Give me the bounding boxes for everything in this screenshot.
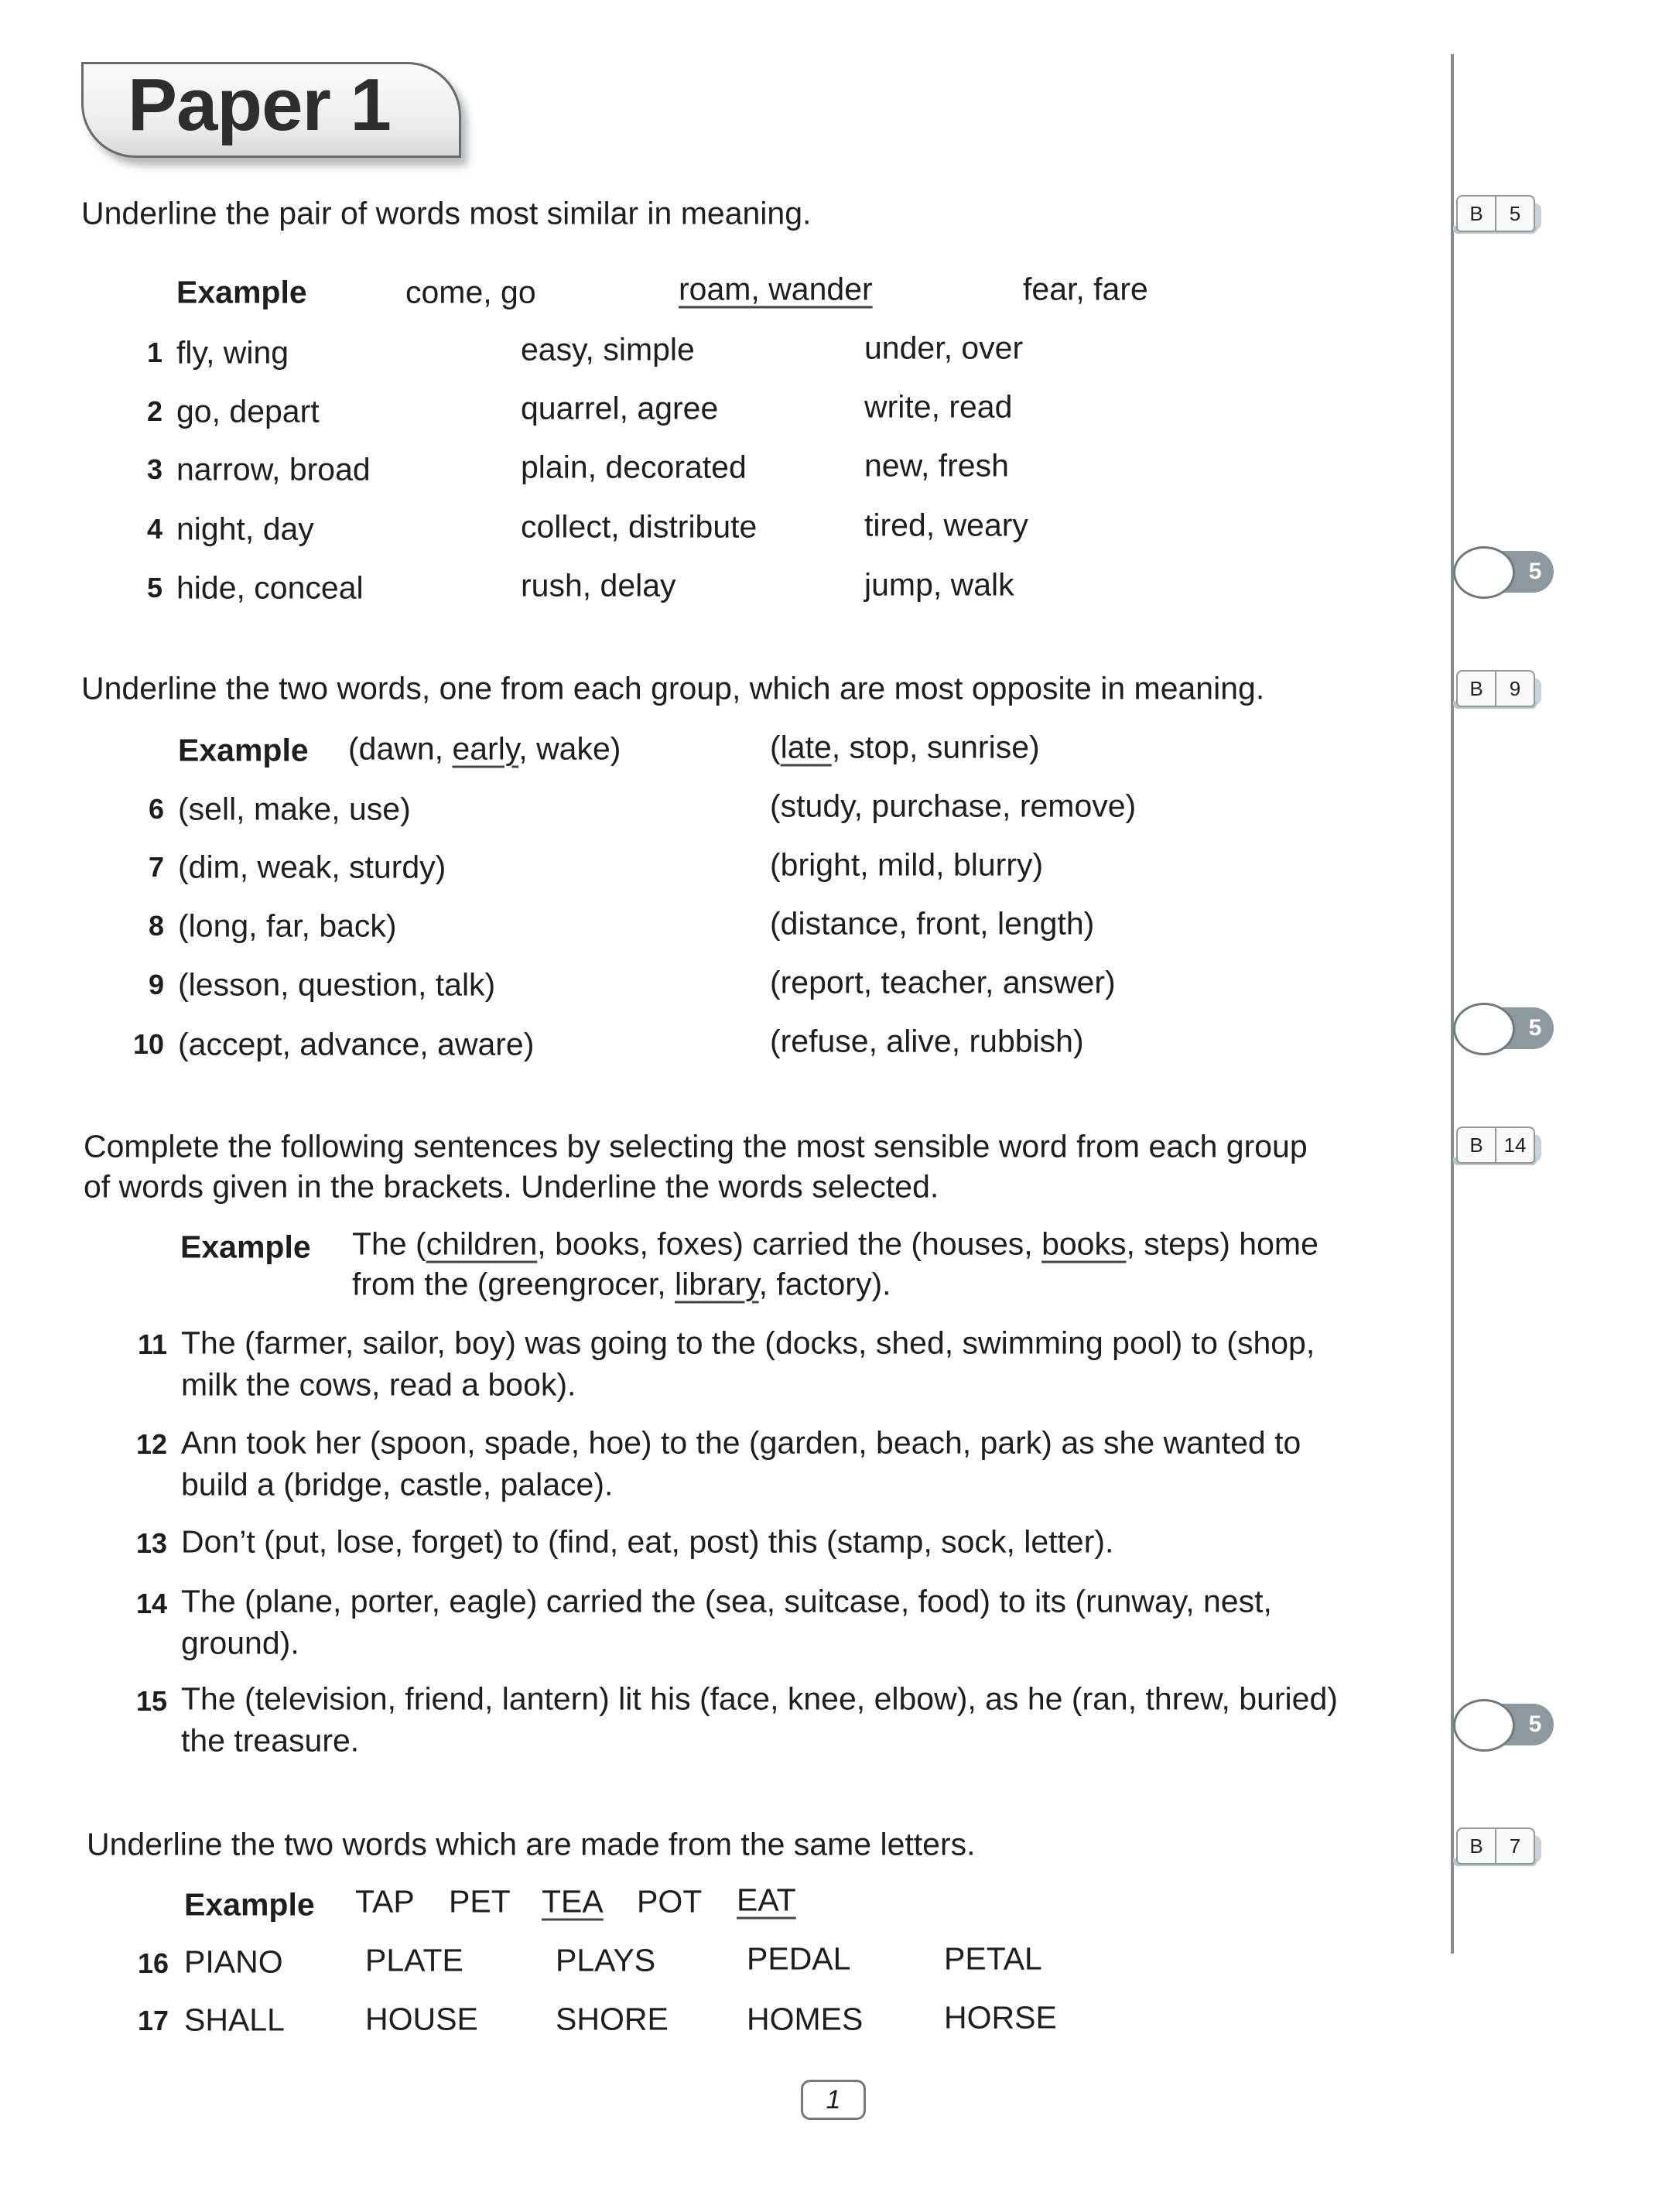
section2-example-group2: (late, stop, sunrise) xyxy=(770,729,1040,765)
score-input-oval[interactable] xyxy=(1453,1003,1515,1055)
sentence-line[interactable]: The (television, friend, lantern) lit his (face, knee, elbow), as he (ran, threw, buried) xyxy=(181,1680,1338,1717)
sentence-line[interactable]: Ann took her (spoon, spade, hoe) to the (garden, beach, park) as she wanted to xyxy=(181,1424,1301,1461)
word-pair-option[interactable]: plain, decorated xyxy=(521,449,747,485)
item-number: 1 xyxy=(146,337,162,368)
item-number: 16 xyxy=(137,1947,169,1979)
section1-example-option-underlined: roam, wander xyxy=(679,271,873,307)
letter-word[interactable]: PLATE xyxy=(365,1942,463,1978)
section3-example-line2: from the (greengrocer, library, factory). xyxy=(352,1266,891,1302)
item-number: 10 xyxy=(132,1028,164,1060)
book-reference-icon xyxy=(1453,670,1537,709)
sentence-line[interactable]: the treasure. xyxy=(181,1722,360,1759)
item-number: 17 xyxy=(137,2005,169,2036)
item-number: 11 xyxy=(137,1328,167,1360)
word-pair-option[interactable]: go, depart xyxy=(176,393,320,429)
section2-example-group1: (dawn, early, wake) xyxy=(348,730,621,767)
item-number: 4 xyxy=(146,513,162,545)
item-number: 14 xyxy=(135,1588,167,1619)
section1-example-option: fear, fare xyxy=(1023,271,1148,307)
score-total: 5 xyxy=(1528,1015,1542,1041)
word-pair-option[interactable]: collect, distribute xyxy=(521,508,758,545)
item-number: 15 xyxy=(135,1685,167,1717)
sentence-line[interactable]: The (plane, porter, eagle) carried the (sea, suitcase, food) to its (runway, nest, xyxy=(181,1583,1272,1619)
section3-instruction-line2: of words given in the brackets. Underline the words selected. xyxy=(84,1168,939,1205)
word-group-2[interactable]: (distance, front, length) xyxy=(770,905,1095,942)
word-group-2[interactable]: (report, teacher, answer) xyxy=(770,964,1116,1000)
word-pair-option[interactable]: narrow, broad xyxy=(176,451,371,487)
letter-word[interactable]: PEDAL xyxy=(747,1940,851,1977)
word-pair-option[interactable]: hide, conceal xyxy=(176,569,364,606)
word-group-1[interactable]: (accept, advance, aware) xyxy=(178,1026,535,1062)
sentence-line[interactable]: The (farmer, sailor, boy) was going to the (docks, shed, swimming pool) to (shop, xyxy=(181,1325,1315,1361)
letter-word[interactable]: SHORE xyxy=(556,2001,669,2037)
word-group-1[interactable]: (lesson, question, talk) xyxy=(178,966,496,1003)
score-total: 5 xyxy=(1528,1711,1542,1737)
section1-instruction: Underline the pair of words most similar in meaning. xyxy=(81,195,812,231)
sentence-line[interactable]: milk the cows, read a book). xyxy=(181,1366,576,1403)
book-number: 7 xyxy=(1495,1827,1535,1865)
section1-example-label: Example xyxy=(176,274,307,310)
item-number: 3 xyxy=(146,453,162,485)
word-group-2[interactable]: (refuse, alive, rubbish) xyxy=(770,1023,1084,1059)
page-title: Paper 1 xyxy=(128,63,391,146)
score-box[interactable] xyxy=(1453,546,1554,596)
score-input-oval[interactable] xyxy=(1453,1699,1515,1752)
letter-word[interactable]: PETAL xyxy=(944,1940,1042,1977)
letter-word[interactable]: HOUSE xyxy=(365,2001,478,2037)
example-word-underlined: EAT xyxy=(737,1882,796,1918)
word-pair-option[interactable]: new, fresh xyxy=(864,447,1009,484)
item-number: 8 xyxy=(148,910,164,942)
section3-instruction-line1: Complete the following sentences by selecting the most sensible word from each group xyxy=(84,1128,1308,1164)
word-pair-option[interactable]: under, over xyxy=(864,330,1024,366)
word-pair-option[interactable]: jump, walk xyxy=(864,566,1014,603)
sentence-line[interactable]: Don’t (put, lose, forget) to (find, eat, post) this (stamp, sock, letter). xyxy=(181,1523,1114,1560)
word-pair-option[interactable]: tired, weary xyxy=(864,507,1028,543)
example-word: PET xyxy=(449,1883,511,1920)
item-number: 5 xyxy=(146,572,162,603)
book-reference-icon xyxy=(1453,195,1537,234)
book-number: 9 xyxy=(1495,670,1535,707)
section3-example-line1: The (children, books, foxes) carried the (houses, books, steps) home xyxy=(352,1226,1318,1262)
section2-instruction: Underline the two words, one from each group, which are most opposite in meaning. xyxy=(81,670,1265,706)
example-word: POT xyxy=(637,1883,703,1920)
book-reference-icon xyxy=(1453,1127,1537,1165)
book-letter: B xyxy=(1456,195,1496,232)
word-pair-option[interactable]: write, read xyxy=(864,388,1013,425)
section2-example-label: Example xyxy=(178,732,309,768)
word-group-1[interactable]: (long, far, back) xyxy=(178,908,397,944)
letter-word[interactable]: HORSE xyxy=(944,1999,1057,2036)
word-pair-option[interactable]: fly, wing xyxy=(176,334,289,371)
page-number: 1 xyxy=(801,2080,866,2120)
word-pair-option[interactable]: quarrel, agree xyxy=(521,390,719,426)
letter-word[interactable]: PLAYS xyxy=(556,1942,656,1978)
book-letter: B xyxy=(1456,670,1496,707)
book-number: 14 xyxy=(1495,1127,1535,1164)
item-number: 12 xyxy=(135,1428,167,1460)
word-pair-option[interactable]: rush, delay xyxy=(521,567,676,603)
word-pair-option[interactable]: night, day xyxy=(176,511,314,547)
section4-example-label: Example xyxy=(184,1886,315,1923)
item-number: 9 xyxy=(148,969,164,1000)
book-reference-icon xyxy=(1453,1827,1537,1866)
item-number: 6 xyxy=(148,793,164,825)
score-total: 5 xyxy=(1528,559,1542,584)
book-number: 5 xyxy=(1495,195,1535,232)
sentence-line[interactable]: ground). xyxy=(181,1625,299,1661)
section1-example-option: come, go xyxy=(405,274,536,310)
letter-word[interactable]: HOMES xyxy=(747,2001,864,2037)
book-letter: B xyxy=(1456,1827,1496,1865)
score-input-oval[interactable] xyxy=(1453,546,1515,599)
section3-example-label: Example xyxy=(180,1229,311,1265)
book-letter: B xyxy=(1456,1127,1496,1164)
item-number: 7 xyxy=(148,851,164,883)
word-pair-option[interactable]: easy, simple xyxy=(521,331,695,368)
item-number: 13 xyxy=(135,1527,167,1559)
letter-word[interactable]: PIANO xyxy=(184,1944,283,1980)
section4-instruction: Underline the two words which are made from the same letters. xyxy=(87,1826,976,1862)
word-group-1[interactable]: (sell, make, use) xyxy=(178,791,411,827)
sentence-line[interactable]: build a (bridge, castle, palace). xyxy=(181,1466,614,1503)
word-group-2[interactable]: (study, purchase, remove) xyxy=(770,788,1137,824)
word-group-2[interactable]: (bright, mild, blurry) xyxy=(770,846,1044,883)
example-word: TAP xyxy=(355,1883,415,1920)
example-word-underlined: TEA xyxy=(542,1883,604,1920)
letter-word[interactable]: SHALL xyxy=(184,2002,285,2038)
score-box[interactable] xyxy=(1453,1699,1554,1749)
score-box[interactable] xyxy=(1453,1003,1554,1052)
word-group-1[interactable]: (dim, weak, sturdy) xyxy=(178,849,446,885)
item-number: 2 xyxy=(146,395,162,427)
